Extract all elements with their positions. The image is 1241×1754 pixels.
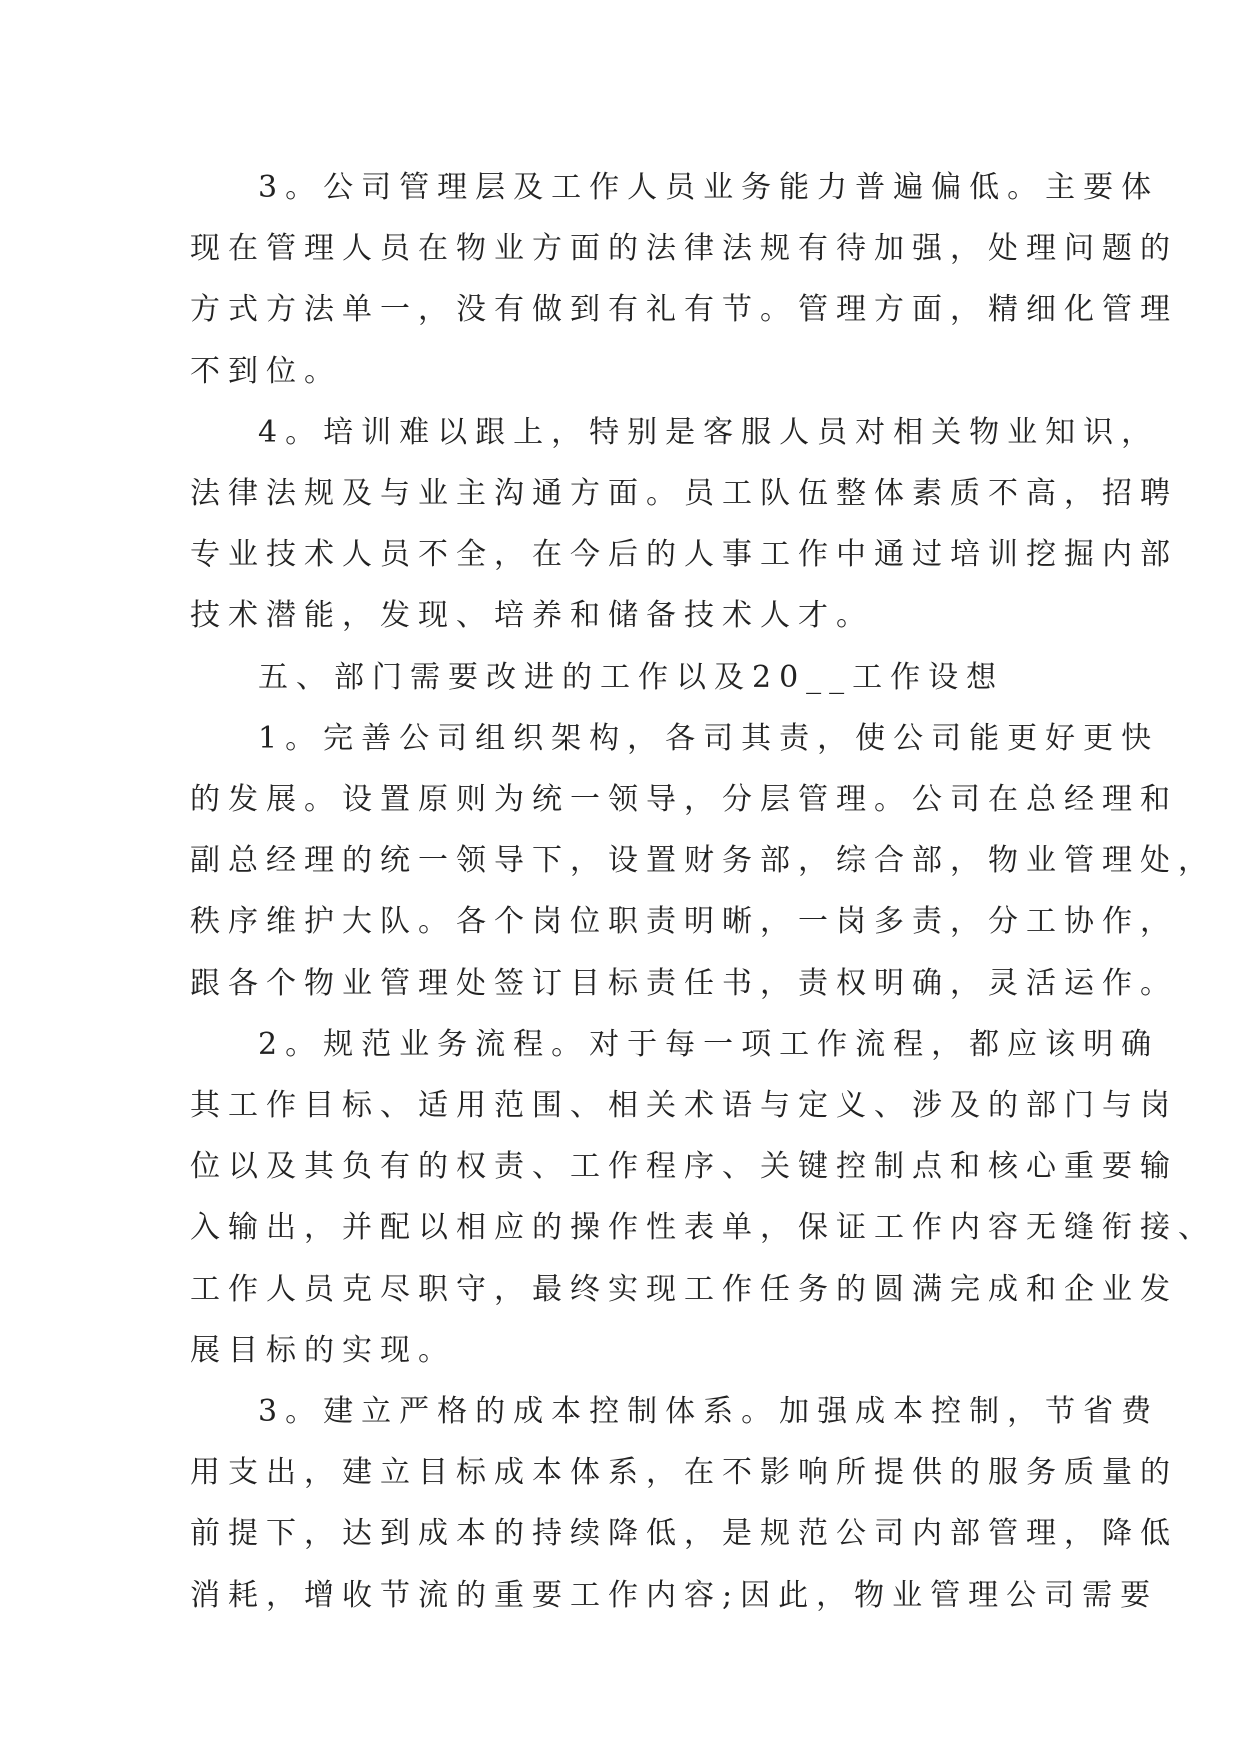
paragraph: [190, 708, 1216, 1014]
text-line: 入输出，并配以相应的操作性表单，保证工作内容无缝衔接、: [190, 1210, 1216, 1246]
document-body: [190, 157, 1216, 1626]
text-line: 现在管理人员在物业方面的法律法规有待加强，处理问题的: [190, 231, 1178, 267]
text-line: 法律法规及与业主沟通方面。员工队伍整体素质不高，招聘: [190, 476, 1178, 512]
text-line: 消耗，增收节流的重要工作内容;因此，物业管理公司需要: [190, 1577, 1159, 1613]
text-line: 其工作目标、适用范围、相关术语与定义、涉及的部门与岗: [190, 1088, 1178, 1124]
paragraph: [190, 1381, 1178, 1626]
text-line: 1。完善公司组织架构，各司其责，使公司能更好更快: [258, 720, 1160, 756]
paragraph: [190, 1014, 1216, 1381]
text-line: 五、部门需要改进的工作以及20__工作设想: [258, 659, 1005, 695]
section-heading: [190, 647, 1070, 708]
text-line: 3。建立严格的成本控制体系。加强成本控制，节省费: [258, 1394, 1160, 1430]
text-line: 用支出，建立目标成本体系，在不影响所提供的服务质量的: [190, 1455, 1178, 1491]
text-line: 位以及其负有的权责、工作程序、关键控制点和核心重要输: [190, 1149, 1178, 1185]
text-line: 方式方法单一，没有做到有礼有节。管理方面，精细化管理: [190, 292, 1178, 328]
text-line: 展目标的实现。: [190, 1332, 456, 1368]
text-line: 专业技术人员不全，在今后的人事工作中通过培训挖掘内部: [190, 537, 1178, 573]
text-line: 的发展。设置原则为统一领导，分层管理。公司在总经理和: [190, 782, 1178, 818]
text-line: 4。培训难以跟上，特别是客服人员对相关物业知识，: [258, 414, 1160, 450]
text-line: 秩序维护大队。各个岗位职责明晰，一岗多责，分工协作，: [190, 904, 1178, 940]
text-line: 跟各个物业管理处签订目标责任书，责权明确，灵活运作。: [190, 965, 1178, 1001]
text-line: 2。规范业务流程。对于每一项工作流程，都应该明确: [258, 1026, 1160, 1062]
paragraph: [190, 402, 1178, 647]
text-line: 3。公司管理层及工作人员业务能力普遍偏低。主要体: [258, 170, 1160, 205]
text-line: 前提下，达到成本的持续降低，是规范公司内部管理，降低: [190, 1516, 1178, 1552]
text-line: 副总经理的统一领导下，设置财务部，综合部，物业管理处，: [190, 843, 1216, 879]
text-line: 不到位。: [190, 353, 342, 389]
text-line: 技术潜能，发现、培养和储备技术人才。: [190, 598, 874, 634]
paragraph: [190, 157, 1178, 402]
text-line: 工作人员克尽职守，最终实现工作任务的圆满完成和企业发: [190, 1271, 1178, 1307]
